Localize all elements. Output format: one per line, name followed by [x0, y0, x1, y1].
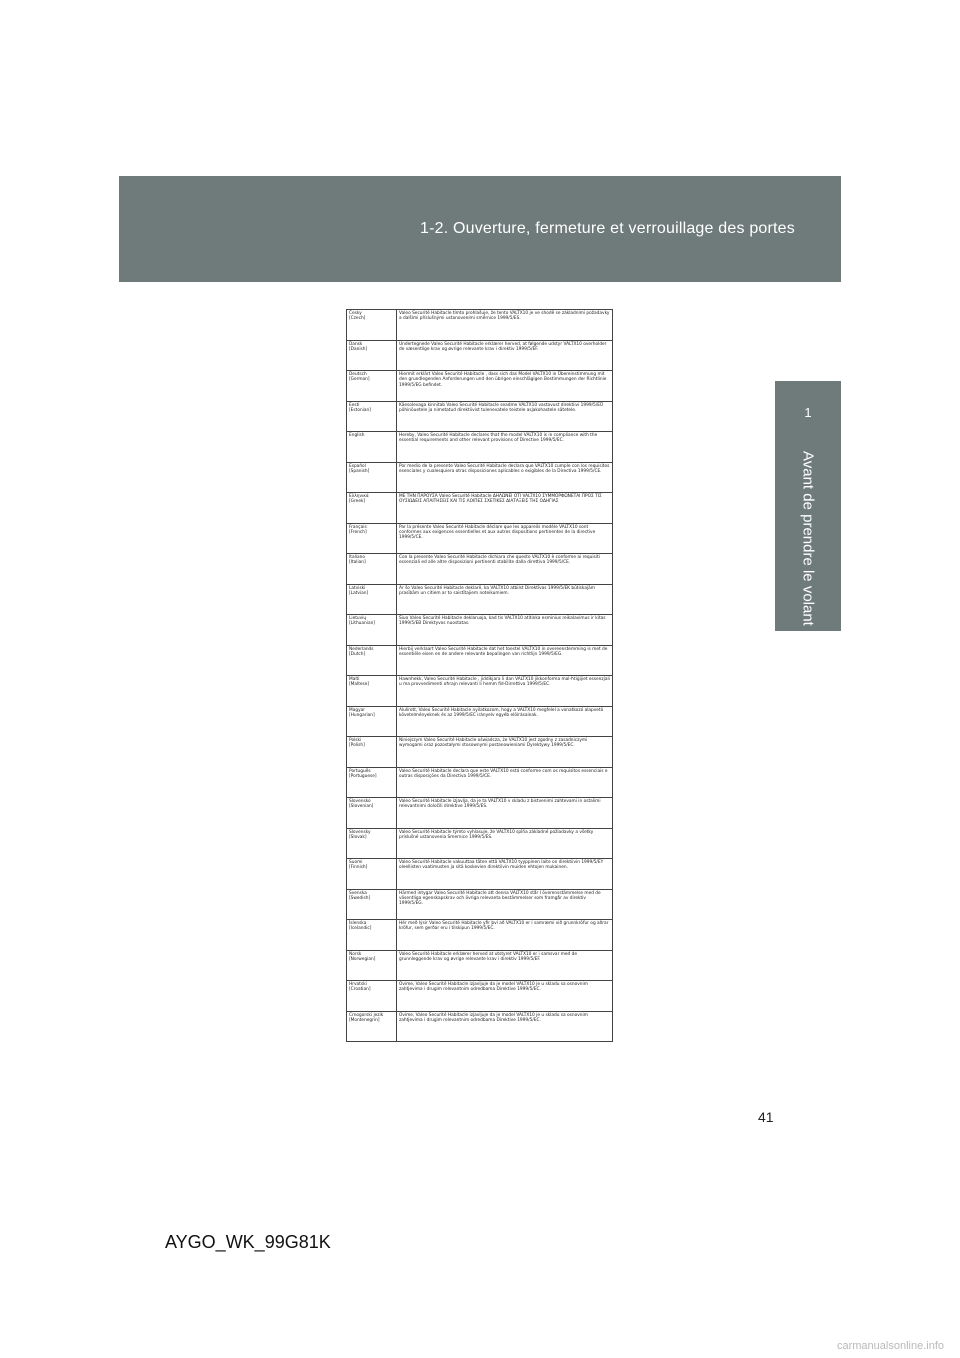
language-cell: Suomi [Finnish]	[347, 859, 397, 890]
declaration-table	[346, 309, 613, 1042]
table-row	[347, 401, 613, 432]
table-row	[347, 371, 613, 402]
declaration-text-cell: Hawnhekk, Valeo Securité Habitacle , jiddikjara li dan VALTX10 jikkonforma mal-ħtiġijiet essenzjali u ma provvedimenti oħrajn relevanti li hemm fid-Dirrettiva 1999/5/EC.	[397, 676, 613, 707]
declaration-text-cell: ΜΕ ΤΗΝ ΠΑΡΟΥΣΑ Valeo Securité Habitacle ΔΗΛΩΝΕΙ ΟΤΙ VALTX10 ΣΥΜΜΟΡΦΩΝΕΤΑΙ ΠΡΟΣ ΤΙΣ ΟΥΣΙΩΔΕΙΣ ΑΠΑΙΤΗΣΕΙΣ ΚΑΙ ΤΙΣ ΛΟΙΠΕΣ ΣΧΕΤΙΚΕΣ ΔΙΑΤΑΞΕΙΣ ΤΗΣ ΟΔΗΓΙΑΣ	[397, 493, 613, 524]
table-row	[347, 737, 613, 768]
declaration-text-cell: Par la présente Valeo Securité Habitacle déclare que les appareils modèle VALTX10 sont conformes aux exigences essentielles et aux autres dispositions pertinentes de la directive 1999/5/CE.	[397, 523, 613, 554]
declaration-text-cell: Käesolevaga kinnitab Valeo Securité Habitacle seadme VALTX10 vastavust direktiivi 1999/5/EÜ põhinõuetele ja nimetatud direktiivist tulenevatele teistele asjakohastele sätetele.	[397, 401, 613, 432]
table-row	[347, 676, 613, 707]
table-row	[347, 462, 613, 493]
language-cell: Eesti [Estonian]	[347, 401, 397, 432]
table-row	[347, 920, 613, 951]
table-row	[347, 554, 613, 585]
language-cell: Slovensko [Slovenian]	[347, 798, 397, 829]
table-row	[347, 584, 613, 615]
language-cell: Magyar [Hungarian]	[347, 706, 397, 737]
declaration-text-cell: Ar šo Valeo Securité Habitacle deklarē, ka VALTX10 atbilst Direktīvas 1999/5/EK būtiskajām prasībām un citiem ar to saistītajiem noteikumiem.	[397, 584, 613, 615]
declaration-text-cell: Undertegnede Valeo Securité Habitacle erklærer herved, at følgende udstyr VALTX10 overholder de væsentlige krav og øvrige relevante krav i direktiv 1999/5/EF.	[397, 340, 613, 371]
language-cell: Svenska [Swedish]	[347, 889, 397, 920]
declaration-text-cell: Valeo Securité Habitacle declara que este VALTX10 está conforme com os requisitos essenciais e outras disposições da Directiva 1999/5/CE.	[397, 767, 613, 798]
declaration-text-cell: Valeo Securité Habitacle erklærer herved at utstyret VALTX10 er i samsvar med de grunnleggende krav og øvrige relevante krav i direktiv 1999/5/EF.	[397, 950, 613, 981]
section-number: 1	[804, 405, 812, 420]
declaration-text-cell: Valeo Securité Habitacle týmto vyhlasuje, že VALTX10 spĺňa základné požiadavky a všetky príslušné ustanovenia Smernice 1999/5/ES.	[397, 828, 613, 859]
table-row	[347, 340, 613, 371]
table-row	[347, 706, 613, 737]
language-cell: Dansk [Danish]	[347, 340, 397, 371]
language-cell: Español [Spanish]	[347, 462, 397, 493]
table-row	[347, 645, 613, 676]
table-row	[347, 889, 613, 920]
section-label: Avant de prendre le volant	[799, 451, 817, 626]
declaration-text-cell: Ovime, Valeo Securité Habitacle izjavljuje da je model VALTX10 je u skladu sa osnovnim zahtjevima i drugim relevantnim odredbama Direktive 1999/5/EC.	[397, 981, 613, 1012]
section-side-tab	[775, 381, 841, 631]
table-row	[347, 432, 613, 463]
declaration-text-cell: Valeo Securité Habitacle izjavlja, da je ta VALTX10 v skladu z bistvenimi zahtevami in ostalimi relevantnimi določili direktive 1999/5/ES.	[397, 798, 613, 829]
watermark-text: carmanualsonline.info	[836, 1340, 944, 1352]
chapter-title: 1-2. Ouverture, fermeture et verrouillage des portes	[419, 220, 795, 237]
declaration-text-cell: Šiuo Valeo Securité Habitacle deklaruoja, kad tis VALTX10 atitinka esminius reikalavimus ir kitas 1999/5/EB Direktyvos nuostatas.	[397, 615, 613, 646]
table-row	[347, 1011, 613, 1042]
declaration-text-cell: Por medio de la presente Valeo Securité Habitacle declara que VALTX10 cumple con los requisitos esenciales y cualesquiera otras disposiciones aplicables o exigibles de la Directiva 1999/5/CE.	[397, 462, 613, 493]
declaration-text-cell: Hiermit erklärt Valeo Securité Habitacle , dass sich das Model VALTX10 in Übereinstimmung mit den grundlegenden Anforderungen und den übrigen einschlägigen Bestimmungen der Richtlinie 1999/5/EG befindet.	[397, 371, 613, 402]
table-row	[347, 828, 613, 859]
language-cell: Lietuvių [Lithuanian]	[347, 615, 397, 646]
language-cell: Slovensky [Slovak]	[347, 828, 397, 859]
table-row	[347, 981, 613, 1012]
declaration-text-cell: Valeo Securité Habitacle vakuuttaa täten että VALTX10 tyyppinen laite on direktiivin 1999/5/EY oleellisten vaatimusten ja sitä koskevien direktiivin muiden ehtojen mukainen.	[397, 859, 613, 890]
table-row	[347, 950, 613, 981]
language-cell: Íslenska [Icelandic]	[347, 920, 397, 951]
table-row	[347, 767, 613, 798]
language-cell: Hrvatski [Croatian]	[347, 981, 397, 1012]
language-cell: Français [French]	[347, 523, 397, 554]
language-cell: Italiano [Italian]	[347, 554, 397, 585]
declaration-text-cell: Ovime, Valeo Securité Habitacle izjavljuje da je model VALTX10 je u skladu sa osnovnim zahtjevima i drugim relevantnim odredbama Direktive 1999/5/EC.	[397, 1011, 613, 1042]
language-cell: Česky [Czech]	[347, 310, 397, 341]
language-cell: Malti [Maltese]	[347, 676, 397, 707]
table-row	[347, 859, 613, 890]
declaration-text-cell: Hér með lýsir Valeo Securité Habitacle yfir því að VALTX10 er í samræmi við grunnkröfur og aðrar kröfur, sem gerðar eru í tilskipun 1999/5/EC.	[397, 920, 613, 951]
language-cell: English	[347, 432, 397, 463]
table-row	[347, 493, 613, 524]
declaration-text-cell: Niniejszym Valeo Securité Habitacle oświadcza, że VALTX10 jest zgodny z zasadniczymi wymogami oraz pozostałymi stosownymi postanowieniami Dyrektywy 1999/5/EC.	[397, 737, 613, 768]
declaration-text-cell: Härmed intygar Valeo Securité Habitacle att denna VALTX10 står I överensstämmelse med de väsentliga egenskapskrav och övriga relevanta bestämmelser som framgår av direktiv 1999/5/EG.	[397, 889, 613, 920]
language-cell: Nederlands [Dutch]	[347, 645, 397, 676]
language-cell: Polski [Polish]	[347, 737, 397, 768]
language-cell: Português [Portuguese]	[347, 767, 397, 798]
declaration-text-cell: Con la presente Valeo Securité Habitacle dichiara che questo VALTX10 è conforme ai requisiti essenziali ed alle altre disposizioni pertinenti stabilite dalla direttiva 1999/5/CE.	[397, 554, 613, 585]
declaration-text-cell: Valeo Securité Habitacle tímto prohlašuje, že tento VALTX10 je ve shodě se základními požadavky a dalšími příslušnými ustanoveními směrnice 1999/5/ES.	[397, 310, 613, 341]
chapter-header-band	[119, 176, 841, 282]
declaration-text-cell: Hereby, Valeo Securité Habitacle declares that the model VALTX10 is in compliance with the essential requirements and other relevant provisions of Directive 1999/5/EC.	[397, 432, 613, 463]
declaration-text-cell: Alulírott, Valeo Securité Habitacle nyilatkozom, hogy a VALTX10 megfelel a vonatkozó alapvetõ követelményeknek és az 1999/5/EC irányelv egyéb elõírásainak.	[397, 706, 613, 737]
table-row	[347, 798, 613, 829]
language-cell: Crnogorski jezik [Montenegrin]	[347, 1011, 397, 1042]
table-row	[347, 615, 613, 646]
table-row	[347, 523, 613, 554]
table-row	[347, 310, 613, 341]
declaration-text-cell: Hierbij verklaart Valeo Securité Habitacle dat het toestel VALTX10 in overeenstemming is met de essentiële eisen en de andere relevante bepalingen van richtlijn 1999/5/EG.	[397, 645, 613, 676]
page-number: 41	[758, 1109, 774, 1125]
language-cell: Ελληνικά [Greek]	[347, 493, 397, 524]
language-cell: Deutsch [German]	[347, 371, 397, 402]
document-code: AYGO_WK_99G81K	[165, 1232, 331, 1252]
language-cell: Latviski [Latvian]	[347, 584, 397, 615]
language-cell: Norsk [Norwegian]	[347, 950, 397, 981]
